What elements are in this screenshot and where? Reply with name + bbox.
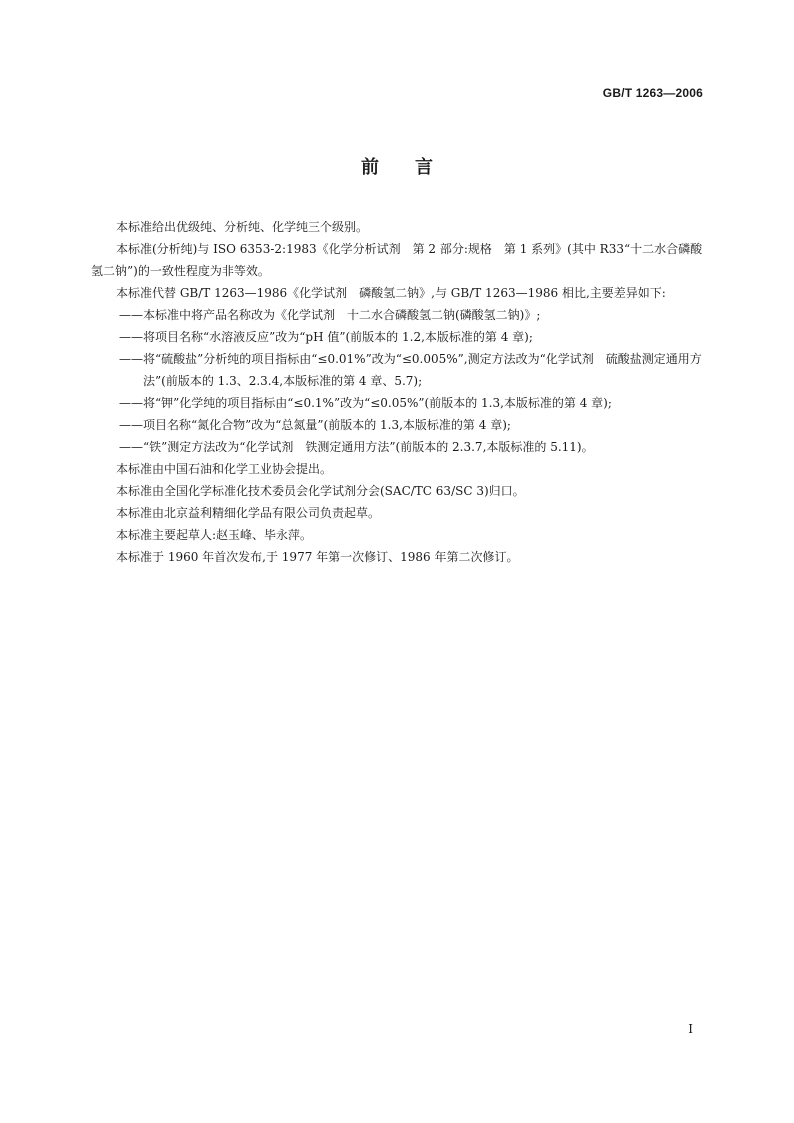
dash-marker: —— [119, 330, 143, 344]
dash-marker: —— [119, 418, 143, 432]
dash-marker: —— [119, 308, 143, 322]
change-item-text: 将项目名称“水溶液反应”改为“pH 值”(前版本的 1.2,本版标准的第 4 章); [143, 330, 533, 344]
change-item-text: 项目名称“氮化合物”改为“总氮量”(前版本的 1.3,本版标准的第 4 章); [143, 418, 511, 432]
title-part-2: 言 [415, 157, 433, 178]
page-number: I [688, 1022, 693, 1036]
title-part-1: 前 [361, 157, 379, 178]
page-title [0, 153, 794, 179]
paragraph-grades: 本标准给出优级纯、分析纯、化学纯三个级别。 [116, 220, 369, 234]
dash-marker: —— [119, 396, 143, 410]
change-item-text: 本标准中将产品名称改为《化学试剂 十二水合磷酸氢二钠(磷酸氢二钠)》; [143, 308, 541, 322]
paragraph-history: 本标准于 1960 年首次发布,于 1977 年第一次修订、1986 年第二次修订。 [116, 550, 519, 564]
change-item-text: 将“硫酸盐”分析纯的项目指标由“≤0.01%”改为“≤0.005%”,测定方法改为“化学试剂 硫酸盐测定通用方法”(前版本的 1.3、2.3.4,本版标准的第 4 章、5.7); [143, 352, 702, 388]
dash-marker: —— [119, 440, 143, 454]
change-item [91, 348, 703, 392]
change-item [91, 326, 703, 348]
paragraph-drafted-by: 本标准由北京益利精细化学品有限公司负责起草。 [116, 506, 381, 520]
foreword-body [91, 216, 703, 568]
change-item-text: 将“钾”化学纯的项目指标由“≤0.1%”改为“≤0.05%”(前版本的 1.3,本版标准的第 4 章); [143, 396, 612, 410]
standard-number: GB/T 1263—2006 [602, 86, 703, 100]
paragraph-replaces: 本标准代替 GB/T 1263—1986《化学试剂 磷酸氢二钠》,与 GB/T 1263—1986 相比,主要差异如下: [116, 286, 666, 300]
change-item [91, 414, 703, 436]
paragraph-drafters: 本标准主要起草人:赵玉峰、毕永萍。 [116, 528, 313, 542]
dash-marker: —— [119, 352, 143, 366]
change-item [91, 304, 703, 326]
change-item [91, 392, 703, 414]
change-item-text: “铁”测定方法改为“化学试剂 铁测定通用方法”(前版本的 2.3.7,本版标准的 5.11)。 [143, 440, 594, 454]
paragraph-iso-consistency: 本标准(分析纯)与 ISO 6353-2:1983《化学分析试剂 第 2 部分:规格 第 1 系列》(其中 R33“十二水合磷酸氢二钠”)的一致性程度为非等效。 [91, 242, 703, 278]
paragraph-proposed-by: 本标准由中国石油和化学工业协会提出。 [116, 462, 333, 476]
change-item [91, 436, 703, 458]
paragraph-centralized-by: 本标准由全国化学标准化技术委员会化学试剂分会(SAC/TC 63/SC 3)归口。 [116, 484, 525, 498]
